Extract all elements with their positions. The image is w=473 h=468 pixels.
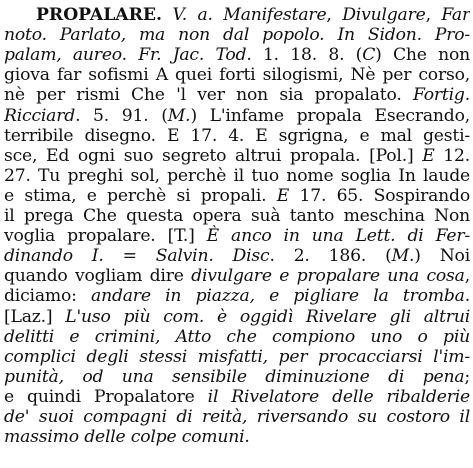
italic-text: C xyxy=(362,45,376,66)
italic-text: il Rivelatore delle ribalderie xyxy=(207,386,470,407)
italic-text: Ricciard xyxy=(4,105,76,126)
italic-text: delitti e crimini, Atto che compiono uno o più xyxy=(4,326,470,347)
italic-text: Far xyxy=(441,5,470,25)
italic-text: È anco in una Lett. di Fer- xyxy=(206,226,470,247)
italic-text: noto. Parlato, ma non dal popolo. In Sidon. Pro- xyxy=(4,25,470,46)
italic-text: de' suoi compagni di reità, riversando su costoro il xyxy=(4,407,470,427)
italic-text: divulgare e propalare una cosa xyxy=(191,266,465,287)
entry-text: Propalatore xyxy=(94,386,208,407)
italic-text: complici degli stessi misfatti, per procacciarsi l'im- xyxy=(4,346,470,367)
entry-text: , xyxy=(326,5,343,25)
entry-text: 17. 65. Sospirando xyxy=(289,185,470,206)
italic-text: Fortig. xyxy=(412,85,470,106)
entry-text: ; xyxy=(464,366,470,387)
entry-text: diciamo: xyxy=(4,286,92,307)
entry-text: sce, Ed ogni suo segreto altrui propala. [Pol.] xyxy=(4,145,423,166)
italic-text: E xyxy=(422,145,435,166)
italic-text: massimo delle colpe comuni xyxy=(4,427,245,448)
italic-text: palam, aureo. Fr. Jac. Tod xyxy=(4,45,247,66)
entry-text: . xyxy=(464,286,470,307)
entry-line xyxy=(4,425,470,449)
italic-text: Divulgare xyxy=(342,5,426,25)
entry-text: [Laz.] xyxy=(4,306,66,327)
italic-text: M. xyxy=(391,246,415,267)
entry-text: giova far sofismi A quei forti silogismi, Nè per corso, xyxy=(4,65,470,86)
italic-text: punità, od una sensibile diminuzione di pena xyxy=(4,366,465,387)
italic-text: E xyxy=(276,185,290,206)
entry-text: il prega Che questa opera suà tanto meschina Non xyxy=(4,206,470,226)
entry-text: 27. Tu preghi sol, perchè il tuo nome soglia In laude xyxy=(4,165,470,186)
entry-text: ) L'infame propala Esecrando, xyxy=(190,105,470,126)
entry-text: e stima, e perchè si propali. xyxy=(4,185,277,206)
italic-text: andare in piazza, e pigliare la tromba xyxy=(91,286,465,307)
italic-text: V. a. Manifestare xyxy=(161,5,327,25)
entry-text: terribile disegno. E 17. 4. E sgrigna, e mal gesti- xyxy=(4,125,470,146)
italic-text: L'uso più com. è oggidì Rivelare gli altrui xyxy=(65,306,470,327)
entry-text: . 5. 91. ( xyxy=(75,105,168,126)
italic-text: dinando I. = Salvin. Disc xyxy=(4,246,270,267)
italic-text: M. xyxy=(167,105,191,126)
headword: PROPALARE. xyxy=(36,5,162,25)
entry-text: nè per rismi Che 'l ver non sia propalato. xyxy=(4,85,413,106)
entry-text: ) Che non xyxy=(375,45,470,66)
entry-text: . 2. 186. ( xyxy=(269,246,392,267)
entry-text: 12. xyxy=(434,145,470,166)
entry-text: , xyxy=(425,5,442,25)
entry-text: , xyxy=(464,266,470,287)
entry-text: . xyxy=(244,427,250,448)
entry-text: voglia propalare. [T.] xyxy=(4,226,207,247)
entry-text: quando vogliam dire xyxy=(4,266,192,287)
entry-text: e quindi xyxy=(4,386,95,407)
entry-text: . 1. 18. 8. ( xyxy=(246,45,363,66)
entry-text: ) Noi xyxy=(414,246,470,267)
